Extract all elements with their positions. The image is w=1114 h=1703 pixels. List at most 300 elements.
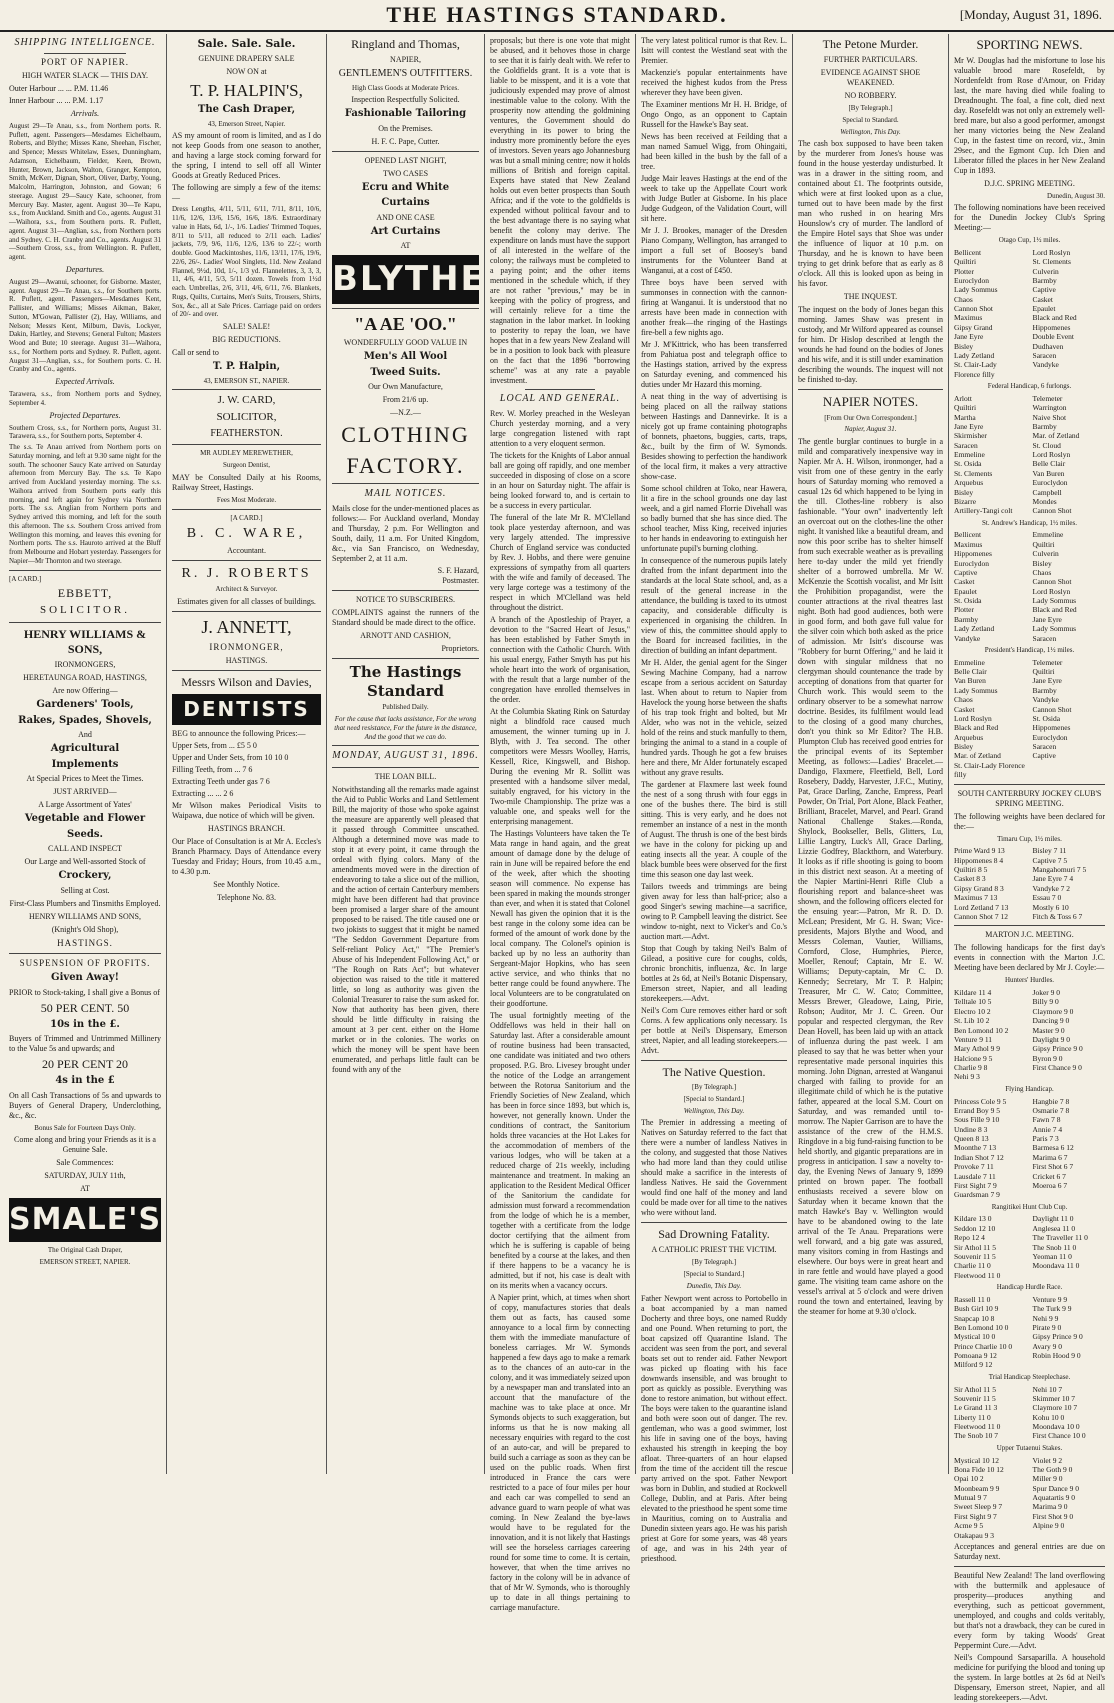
- list-item: [954, 695, 1105, 704]
- divider: [172, 670, 321, 671]
- list-entry: Black and Red: [1032, 605, 1077, 615]
- list-entry: Le Grand 11 3: [954, 1403, 998, 1413]
- local-item: The funeral of the late Mr R. M'Clelland took place yesterday afternoon, and was very largely attended. The impressive Church of England service was conducted by Rev. J. Hobbs, and there were genuine expressions of sympathy from all quarters with the wife and family of deceased. The very large cortege was a testimony of the respect in which M'Clelland was held throughout the district.: [490, 512, 630, 612]
- list-entry: Provoke 7 11: [954, 1162, 994, 1172]
- ebbett-title: SOLICITOR.: [40, 604, 130, 617]
- list-item: [954, 530, 1105, 539]
- list-entry: Van Buren: [954, 676, 986, 686]
- list-entry: Lady Sommus: [954, 685, 998, 695]
- list-entry: Vandyke: [1032, 695, 1059, 705]
- list-item: [954, 360, 1105, 369]
- rt-outfitters: GENTLEMEN'S OUTFITTERS.: [338, 68, 473, 79]
- list-entry: Lausdale 7 11: [954, 1171, 996, 1181]
- fifty-percent: 50 PER CENT. 50: [40, 1000, 130, 1015]
- prior-text: PRIOR to Stock-taking, I shall give a Bonus of: [9, 987, 160, 997]
- news-item: Mr H. Alder, the genial agent for the Singer Sewing Machine Company, had a narrow escape from a serious accident on Saturday last. When about to return to Napier from Havelock the young horse between the shafts of his trap took fright and bolted, but Mr Alder, who was not in the vehicle, seized hold of the reins and stuck manfully to them, bringing the animal to a stand in a couple of hundred yards. Though he got a few bruises here and there, Mr Alder fortunately escaped without any grave results.: [641, 658, 787, 777]
- list-entry: Kildare 13 0: [954, 1214, 992, 1224]
- list-entry: Milford 9 12: [954, 1360, 993, 1370]
- otago-cup-list: [954, 248, 1105, 379]
- list-entry: Nehi 9 9: [1032, 1313, 1059, 1323]
- tide-outer: Outer Harbour ... ... P.M. 11.46: [9, 83, 109, 93]
- list-item: [954, 856, 1105, 865]
- list-item: [954, 723, 1105, 732]
- list-item: [954, 323, 1105, 332]
- halpin-following: The following are simply a few of the items:—: [172, 183, 321, 203]
- arnott: ARNOTT AND CASHION,: [360, 630, 451, 640]
- list-item: [954, 1493, 1105, 1502]
- halpin-name: T. P. Halpin,: [212, 361, 281, 372]
- fees: Fees Most Moderate.: [216, 495, 277, 504]
- list-entry: Vandyke: [954, 633, 981, 643]
- list-entry: Paris 7 3: [1032, 1134, 1059, 1143]
- wilson-visits: Mr Wilson makes Periodical Visits to Waipawa, due notice of which will be given.: [172, 800, 321, 820]
- drowning-heading: Sad Drowning Fatality.: [658, 1227, 770, 1242]
- local-item: Rev. W. Morley preached in the Wesleyan Church yesterday morning, and a very large congregation listened with rapt attention to a very eloquent sermon.: [490, 408, 630, 448]
- ebbett-name: EBBETT,: [57, 586, 113, 601]
- notice-text: COMPLAINTS against the runners of the Standard should be made direct to the office.: [332, 607, 479, 627]
- list-entry: Euroclydon: [1032, 732, 1068, 742]
- list-item: [954, 1413, 1105, 1422]
- djc-heading: D.J.C. SPRING MEETING.: [984, 179, 1075, 189]
- list-entry: Lord Zetland 7 13: [954, 902, 1009, 912]
- list-entry: Guardsman 7 9: [954, 1190, 1000, 1200]
- list-entry: Yeoman 11 0: [1032, 1251, 1072, 1261]
- inquest-text: The inquest on the body of Jones began this morning. James Shaw was present in custody, and Mr Wilford appeared as counsel for him. Dr Hislop described at length the wounds he had found on the bodies of Jones and his wife, and it is still under examination describing the wounds. The inquest will not be finished to-day.: [798, 305, 943, 385]
- tide-inner: Inner Harbour ... ... P.M. 1.17: [9, 95, 104, 105]
- rt-inspection: Inspection Respectfully Solicited.: [351, 95, 460, 105]
- list-entry: St. Osida: [1032, 713, 1061, 723]
- divider: [954, 784, 1105, 785]
- list-entry: Barmby: [1032, 421, 1057, 431]
- upper-heading: Upper Tutaenui Stakes.: [996, 1443, 1063, 1452]
- otago-cup-heading: Otago Cup, 1½ miles.: [998, 236, 1061, 244]
- hw-implements: Implements: [51, 758, 119, 770]
- list-item: [954, 332, 1105, 341]
- list-entry: Mondes: [1032, 496, 1057, 506]
- list-entry: Pomoana 9 12: [954, 1351, 997, 1360]
- divider: [332, 151, 479, 152]
- rangitikei-heading: Rangitikei Hunt Club Cup.: [991, 1202, 1068, 1211]
- list-entry: Rassell 11 0: [954, 1294, 991, 1304]
- list-item: [954, 1474, 1105, 1483]
- list-entry: Belle Clair: [954, 667, 987, 676]
- call-send: Call or send to: [172, 348, 219, 357]
- list-item: [954, 596, 1105, 605]
- inquest-heading: THE INQUEST.: [843, 292, 898, 302]
- divider: [954, 1566, 1105, 1567]
- list-entry: Avary 9 0: [1032, 1341, 1062, 1351]
- list-item: [954, 997, 1105, 1006]
- list-entry: Telemeter: [1032, 393, 1063, 403]
- list-entry: Violet 9 2: [1032, 1455, 1063, 1465]
- list-item: [954, 267, 1105, 276]
- list-entry: First Sight 9 7: [954, 1511, 997, 1521]
- hw-road: HERETAUNGA ROAD, HASTINGS,: [23, 673, 147, 682]
- card-solicitor: SOLICITOR,: [216, 411, 277, 423]
- mail-heading: MAIL NOTICES.: [364, 488, 447, 500]
- column-2: [167, 34, 327, 1474]
- list-item: [954, 988, 1105, 997]
- ware-name: B. C. WARE,: [186, 526, 307, 542]
- list-entry: Quiltiri 8 5: [954, 865, 988, 874]
- sc-heading: SOUTH CANTERBURY JOCKEY CLUB'S SPRING MEETING.: [957, 788, 1102, 808]
- hw2-knights: (Knight's Old Shop),: [51, 924, 119, 934]
- list-entry: Quiltiri: [1032, 667, 1055, 676]
- list-item: [954, 1261, 1105, 1270]
- list-entry: Mary Athol 9 9: [954, 1044, 1001, 1054]
- tide-heading: HIGH WATER SLACK — THIS DAY.: [22, 70, 148, 80]
- list-entry: Jane Eyre 7 4: [1032, 874, 1074, 884]
- list-entry: Artillery-Tangi colt: [954, 506, 1013, 516]
- list-item: [954, 285, 1105, 294]
- list-item: [954, 658, 1105, 667]
- divider: [332, 658, 479, 659]
- list-entry: Dancing 9 0: [1032, 1016, 1070, 1026]
- motto: For the cause that lacks assistance, For the wrong that need resistance, For the future in the distance, And the good that we can do.: [334, 715, 477, 741]
- factory: FACTORY.: [346, 452, 465, 478]
- published-daily: Published Daily.: [382, 703, 429, 712]
- steeple-list: [954, 1385, 1105, 1441]
- timaru-heading: Timaru Cup, 1½ miles.: [997, 834, 1062, 843]
- divider: [332, 308, 479, 309]
- list-entry: Electro 10 2: [954, 1006, 991, 1016]
- list-entry: Seddon 12 10: [954, 1223, 996, 1233]
- list-entry: Ben Lomond 10 0: [954, 1322, 1009, 1332]
- list-entry: Robin Hood 9 0: [1032, 1351, 1081, 1360]
- local-item: The Hastings Volunteers have taken the Te Mata range in hand again, and the great amount of damage done by the deluge of rain in June will be repaired before the end of the week, after which the shooting season will commence. No expense has been spared in making the mounds stronger than ever, and when it is stated that Colonel Newall has given the opinion that it is the best range in the colony some idea can be formed of the amount of work done by the local company. The Colonel's opinion is backed up by no less an authority than Sergeant-Major Hopkins, who has seen active service, and who thinks that no better range could be found anywhere. The local Volunteers are to be congratulated on their goodfortune.: [490, 828, 630, 1008]
- list-entry: Lady Sommus: [1032, 596, 1077, 605]
- list-item: [954, 1521, 1105, 1530]
- local-item: The usual fortnightly meeting of the Oddfellows was held in their hall on Saturday last. After a considerable amount of routine business had been transacted, one candidate was initiated and two others proposed. P.G. Bro. Livesey brought under the notice of the Lodge an arrangement between the Rotorua Sanitorium and the Friendly Societies of New Zealand, which has been in force since 1893, but which is, however, not generally known. Under the conditions of contract, the Sanitorium holds three vacancies at the Hot Lakes for the accommodation of members of the various lodges, who will be taken at a reduced charge of 21s weekly, including maintenance and treatment. In making an application to the Resident Medical Officer of the Sanitorium the candidate for admission must forward a recommendation from the lodge of which he is a member, together with a certificate from the lodge doctor certifying that the ailment from which he is suffering is capable of being benefited by a course at the lakes, and then if there happens to be a vacancy he is admitted, but if not, his case is dealt with on its merits when a vacancy occurs.: [490, 1010, 630, 1290]
- wool: Men's All Wool: [363, 351, 448, 363]
- list-entry: Nehi 10 7: [1032, 1384, 1063, 1394]
- hw-plumbers: First-Class Plumbers and Tinsmiths Employed.: [9, 898, 161, 908]
- list-entry: Prime Ward 9 13: [954, 846, 1005, 856]
- list-entry: Double Event: [1032, 332, 1074, 342]
- list-entry: Miller 9 0: [1032, 1474, 1063, 1484]
- rt-cutter: H. F. C. Pape, Cutter.: [371, 136, 440, 146]
- paper-name: The Hastings Standard: [349, 662, 462, 700]
- list-entry: Culverin: [1032, 266, 1059, 276]
- list-entry: Arlott: [954, 393, 972, 403]
- port-heading: PORT OF NAPIER.: [40, 56, 130, 67]
- rt-premises: On the Premises.: [378, 123, 433, 133]
- list-entry: Liberty 11 0: [954, 1412, 991, 1422]
- flying-list: [954, 1097, 1105, 1200]
- divider: [641, 1222, 787, 1223]
- list-item: [954, 884, 1105, 893]
- list-entry: Moondava 10 0: [1032, 1422, 1080, 1431]
- list-entry: First Shot 9 0: [1032, 1511, 1074, 1521]
- list-entry: The Turk 9 9: [1032, 1304, 1072, 1314]
- divider: [798, 389, 943, 390]
- list-item: [954, 568, 1105, 577]
- list-entry: Marima 6 7: [1032, 1152, 1068, 1162]
- merewether-name: MR AUDLEY MEREWETHER,: [200, 449, 293, 458]
- list-item: [954, 615, 1105, 624]
- list-item: [954, 1153, 1105, 1162]
- list-entry: Lady Zetland: [954, 624, 995, 634]
- list-entry: Vandyke: [1032, 360, 1059, 370]
- list-entry: Barmby: [954, 614, 979, 624]
- list-item: [954, 1125, 1105, 1134]
- list-item: [954, 342, 1105, 351]
- list-entry: Plotter: [954, 605, 974, 615]
- merewether-body: MAY be Consulted Daily at his Rooms, Railway Street, Hastings.: [172, 472, 321, 492]
- news-item: Some school children at Toko, near Hawera, lit a fire in the school grounds one day last week, and a girl named Florrie Divehall was so badly burned that she has since died. The school teacher, Miss King, received injuries to her hands in endeavoring to extinguish her unfortunate pupil's burning clothing.: [641, 484, 787, 553]
- list-entry: Sir Athol 11 5: [954, 1384, 997, 1394]
- hw2-title: HENRY WILLIAMS AND SONS,: [28, 911, 141, 921]
- list-item: [954, 686, 1105, 695]
- list-entry: Jane Eyre: [1032, 614, 1062, 624]
- list-entry: Dudhaven: [1032, 341, 1064, 351]
- list-item: [954, 634, 1105, 643]
- list-entry: Venture 9 11: [954, 1034, 993, 1044]
- list-entry: Mostly 6 10: [1032, 902, 1069, 912]
- list-entry: Gipsy Grand 8 3: [954, 883, 1004, 893]
- divider: [332, 745, 479, 746]
- special-standard: [Special to Standard.]: [683, 1270, 745, 1278]
- loan-continued: proposals; but there is one vote that might be abused, and it behoves those in charge to see that it is fairly dealt with. We refer to the Goldfields grant. It is a vote that is liable to be misspent, and it is a vote that judiciously expended may prove of almost inestimable value to the colony. With the prosperity now attending the goldmining ventures, the Government should do everything in its power to bring the industry more prominently before the eyes of investors. Seven years ago Johannesburg was but a small mining centre; now it holds millions of British and foreign capital. Experts have stated that New Zealand holds out even better prospects than South Africa; and if the vote to the goldfields is expended without political favour and to the best advantage there is no saying what benefit the colony may derive. The expenditure on lands must have the support of all interested in the welfare of the colony; the railways must be completed to a paying point; and the other items mentioned in the schedule which, if they are not rather "previous," may be in keeping with the policy of progress, and will certainly relieve for a time the stagnation in the labor market. In looking to posterity to repay the loan, we have hopes that in a few years New Zealand will be in a position to look back with pleasure on the fact that the 1896 "borrowing scheme" was at any rate a payable investment.: [490, 36, 630, 385]
- by-telegraph: [By Telegraph.]: [691, 1258, 737, 1267]
- curtains: Curtains: [381, 197, 430, 209]
- list-entry: Maximus: [954, 539, 983, 549]
- smales-tagline: The Original Cash Draper,: [47, 1245, 123, 1254]
- list-entry: Joker 9 0: [1032, 988, 1061, 997]
- list-entry: Daylight 11 0: [1032, 1214, 1074, 1224]
- list-entry: [1033, 1072, 1105, 1081]
- list-entry: Chaos: [954, 695, 973, 705]
- list-item: [954, 761, 1105, 780]
- list-entry: Moonthe 7 13: [954, 1143, 997, 1153]
- arrivals-text: August 29—Te Anau, s.s., from Northern ports. R. Puflett, agent. Passengers—Mesdames Eichelbaum, Roberts, and Blythe; Misses Kane, Sheehan, Fischer, and Spence; Messrs Whitelaw, Essex, Dunningham, Adamson, Eichelbaum, Fielder, Keen, Brown, Hunter, Brown, Jackson, Walton, Granger, Kempton, Smith, McKerr, Dignan, Short, Oliver, Darby, Young, Malcolm, Harrington, Johnston, and Gowan; 6 steerage. August 29—Saucy Kate, schooner, from Mercury Bay. Master, agent. August 30—Te Kapu, s.s., from Auckland. Smith and Co., agents. August 31—Waihora, s.s., from Southern ports. R. Puflett, agent. August 31—Anglian, s.s., from Northern ports and Sydney. C. H. Cranby and Co., agents. August 31—Southern Cross, s.s., from Wellington. R. Puflett, agent.: [9, 121, 161, 261]
- departures-text: August 29—Awanui, schooner, for Gisborne. Master, agent. August 29—Te Anau, s.s., for Southern ports. R. Puflett, agent. Passengers—Mesdames Kent, Pallister, and Williams; Misses Aikman, Baker, Sutton, M'Gowan, Pallister (2), Hay, Williams, and Nelson; Messrs Kent, Milburn, Davis, Lockyer, Dakin, Hartley, and Stevens; General Fulton; Masters Wood and Bute; 10 steerage. August 31—Waihora, s.s., for Northern ports and Sydney. R. Puflett, agent. August 31—Anglian, s.s., for Southern ports. C. H. Cranby and Co., agents.: [9, 277, 161, 374]
- list-entry: Jane Eyre: [1032, 676, 1062, 686]
- st-andrew-list: [954, 530, 1105, 643]
- hw-agricultural: Agricultural: [50, 743, 120, 754]
- list-entry: Cannon Shot: [1032, 506, 1072, 516]
- on-all-text: On all Cash Transactions of 5s and upwards to Buyers of General Drapery, Underclothing, &c., &c.: [9, 1090, 161, 1120]
- list-entry: The Snob 10 7: [954, 1431, 998, 1441]
- hunters-list: [954, 988, 1105, 1082]
- list-entry: Hippomenes: [1032, 322, 1071, 332]
- monthly-notice: See Monthly Notice.: [213, 879, 280, 889]
- divider: [172, 444, 321, 445]
- list-entry: [1033, 1531, 1105, 1540]
- wonderfully: WONDERFULLY GOOD VALUE IN: [343, 338, 468, 348]
- list-entry: Barmesa 6 12: [1032, 1143, 1074, 1153]
- list-item: [954, 1431, 1105, 1440]
- hw-special: At Special Prices to Meet the Times.: [26, 774, 144, 783]
- list-item: [954, 733, 1105, 742]
- column-4: [485, 34, 636, 1612]
- list-entry: Gipsy Grand: [954, 322, 993, 332]
- columns: [4, 34, 1110, 1702]
- napier-text: The gentle burglar continues to burgle in a mild and comparatively inexpensive way in Napier. Mr A. H. Wilson, ironmonger, had a visit from one of these gentry in the early hours of Saturday morning who removed a casual 12s 6d which happened to be lying in the till. Clothes-line robbery is also fashionable. "Your own" inadvertently left an overcoat out on the clothes-line the other night. It vanished like a beautiful dream, and now this poor scribe has to shelter himself from such execrable weather as is prevailing here to-day under the mild yet friendly shelter of a borrowed umbrella. Mr W. McKenzie the Scottish vocalist, and Mr Isitt the Prohibition propagandist, were the counter attractions at the rival theatres last night. Both had good audiences, both were in good form, and both gave full value for the silver coin which both asked as the price of admission. Mr Isitt's discourse was "Robbery for burnt Offering," and he laid it down with singular mildness that no clergyman should countenance the trade by accepting of donations from that quarter for Church work. This would seem to the ordinary observer to be a somewhat narrow doctrine. Besides, its fulfilment would lead to the closing of a good many churches, don't you think so Mr Editor? The H.B. Plumpton Club has received good entries for the principal events of its September Meeting, as follows:—Ladies' Bracelet.—Dandigo, Flaxmere, Fleetfield, Bell, Lord Rosebery, Daddy, Harvester, J.F.C., Mutiny, Pat, Grace Darling, Zanche, Empress, Pearl Powder, On Trial, Port Alone, Black Feather, Brilliant, Bracelet, Marvel, and Pearl. Grand National Challenge Stakes.—Ronda, Shylock, Bookseller, Bells, Glitters, Lu, Lillie Langtry, Luck's All, Grace Darling, Lizzie Godfrey, Blackthorn, and Waterbury. It looks as if rifle shooting is going to boom in this district next season. At a meeting of the Napier Martini-Henri Rifle Club a flourishing report and balance-sheet was shown, and the following officers elected for the ensuing year:—Patron, Mr R. D. D. McLean; President, Mr G. H. Swan; Vice-presidents, Majors Blythe and Wood, and Messrs Coleman, Vautier, Williams, Cornford, Close, Humphries, Pierce, Moeller, Renouf; Captain, Mr E. W. Williams; Deputy-captain, Mr C. D. Kennedy; Secretary, Mr T. P. Halpin; Treasurer, Mr C. W. Cato; Committee, Messrs Brewer, Gleadowe, Laing, Pirie, Robson; Auditor, Mr J. C. Green. Our popular and respected clergyman, the Rev Dean Hovell, has been laid up with an attack of influenza during the past week. I am pleased to say that he was better when your representative made personal inquiries this morning. John Dignan, arrested at Wanganui charged with failing to provide for an illegitimate child of which he is the putative father, appeared at the local S.M. Court on Saturday, and was remanded until to-morrow. The Napier Garrison are to have the assistance of the crew of the H.M.S. Ringdove in a big fund-raising function to be held shortly, and gigantic preparations are in progress in anticipation. I saw a novelty to-day, the Evening News of January 9, 1899 printed on brown paper. The football enthusiasts received a severe blow on Saturday when it became known that the match Hawke's Bay v. Wellington would have to be abandoned owing to the late arrival of the Te Anau. Preparations were well forward, and a big gate was assured, many visitors coming in from Hastings and elsewhere. Our boys were in great heart and in rare fettle and would have played a good game. The visiting team came ashore on the vessel's arrival at 5 o'clock and were driven round the town and entertained, leaving by the steamer for home at 9.30 o'clock.: [798, 437, 943, 1316]
- rt-tailoring: Fashionable Tailoring: [344, 108, 467, 120]
- list-entry: Black and Red: [1032, 313, 1077, 323]
- hw-offering: Are now Offering—: [52, 686, 118, 695]
- list-entry: First Chance 10 0: [1032, 1431, 1086, 1441]
- news-item: A neat thing in the way of advertising is being placed on all the railway stations between Hastings and Dannevirke. It is a nicely got up frame containing photographs of bonnets, phaetons, buggies, carts, traps, &c., built by the firm of W. Symonds. Besides showing to perfection the handiwork of the local firm, it makes a very attractive show-case.: [641, 392, 787, 481]
- proprietors: Proprietors.: [441, 643, 479, 653]
- list-entry: Cannon Shot 7 12: [954, 911, 1008, 921]
- list-item: [954, 1332, 1105, 1341]
- list-entry: Captive: [1032, 751, 1056, 761]
- at-label: AT: [80, 1184, 90, 1194]
- list-item: [954, 865, 1105, 874]
- president-list: [954, 658, 1105, 780]
- dentists-banner: DENTISTS: [172, 694, 321, 725]
- divider: [172, 560, 321, 561]
- list-entry: Emmeline: [954, 450, 985, 459]
- list-item: [954, 431, 1105, 440]
- dentist-beg: BEG to announce the following Prices:—: [172, 728, 306, 738]
- annett-iron: IRONMONGER,: [209, 641, 284, 652]
- list-item: [954, 1143, 1105, 1152]
- halpin-address: 43, Emerson Street, Napier.: [207, 119, 286, 128]
- further-particulars: FURTHER PARTICULARS.: [823, 55, 918, 64]
- list-entry: Osmarie 7 8: [1032, 1105, 1070, 1115]
- list-item: [954, 742, 1105, 751]
- buyers-text: Buyers of Trimmed and Untrimmed Millinery to the Value 5s and upwards; and: [9, 1034, 161, 1053]
- list-entry: Cricket 6 7: [1032, 1171, 1066, 1181]
- list-item: [954, 540, 1105, 549]
- list-entry: Euroclydon: [954, 558, 989, 568]
- divider: [172, 509, 321, 510]
- list-entry: St. Lib 10 2: [954, 1016, 990, 1026]
- list-item: [954, 1214, 1105, 1223]
- price-4: Extracting Teeth under gas 7 6: [172, 776, 270, 786]
- cash-draper: The Cash Draper,: [197, 104, 296, 115]
- list-entry: Daylight 9 0: [1032, 1034, 1071, 1044]
- news-item: Mr J. J. Brookes, manager of the Dresden Piano Company, Wellington, has arranged to import a full set of Boosey's band instruments for the Volunteer Band at Wanganui, at a cost of £450.: [641, 226, 787, 275]
- list-item: [954, 1026, 1105, 1035]
- list-entry: Undine 8 3: [954, 1124, 988, 1134]
- list-entry: First Sight 7 9: [954, 1180, 997, 1190]
- hw-title: HENRY WILLIAMS & SONS,: [23, 627, 147, 656]
- hunters-heading: Hunters' Hurdles.: [1004, 976, 1055, 985]
- one-case: AND ONE CASE: [376, 212, 435, 222]
- news-item: Three boys have been served with summonses in connection with the cannon-firing at Wanganui. It is understood that no arrests have been made in connection with another freak—the ringing of the Hastings fire-bell a few nights ago.: [641, 278, 787, 337]
- halpin-items: Dress Lengths, 4/11, 5/11, 6/11, 7/11, 8/11, 10/6, 11/6, 12/6, 13/6, 15/6, 16/6, 18/6. Extraordinary value in Hats, 6d, 1/-, 1/6. Ladies' Trimmed Toques, 8/11 to 5/11, all reduced to 2/11 each. Ladies' jackets, 7/9, 9/6, 11/6, 12/6, 13/6 to 22/-; worth double. Good Mackintoshes, 11/6, 13/11, 17/6, 19/6, 22/6, 26/-. Ladies' Wool Singlets, 11d. New Zealand Flannel, 9½d, 10d, 1/-, 1/3 yd. Flannelettes, 3, 3, 3, 11, 4/6, 4/11, 5/3, 5/11 dozen. Towels from 1½d each. Umbrellas, 2/6, 3/11, 4/6, 6/11, 7/6. Blankets, Rugs, Quilts, Curtains, Men's Suits, Trousers, Shirts, Sox, &c., all at Sale Prices. Carriage paid on orders of 20/- and over.: [172, 205, 321, 319]
- special-standard: [Special to Standard.]: [683, 1094, 745, 1103]
- list-item: [954, 248, 1105, 257]
- list-entry: Gipsy Prince 9 0: [1032, 1044, 1083, 1054]
- list-item: [954, 1243, 1105, 1252]
- hw-rakes: Rakes, Spades, Shovels,: [18, 714, 152, 726]
- news-item: News has been received at Feilding that a man named Samuel Wigg, from Ohingaiti, had been killed in the bush by the fall of a tree.: [641, 132, 787, 171]
- list-entry: [1033, 1360, 1105, 1369]
- list-entry: Moonbeam 9 9: [954, 1483, 1000, 1493]
- list-entry: Master 9 0: [1032, 1025, 1065, 1035]
- list-item: [954, 1512, 1105, 1521]
- list-entry: Chaos: [954, 294, 973, 304]
- list-item: [954, 1456, 1105, 1465]
- price-3: Filling Teeth, from ... 7 6: [172, 764, 253, 774]
- roberts-name: R. J. ROBERTS: [181, 565, 312, 581]
- rt-napier: NAPIER,: [390, 55, 421, 64]
- hw-crockery-pre: Our Large and Well-assorted Stock of: [24, 857, 146, 866]
- advt-item: Beautiful New Zealand! The land overflowing with the buttermilk and applesauce of prosperity—produces anything and everything, such as petticoat government, unemployed, and coughs and colds veritably, but that's not a drawback, they can be cured in every form by taking Woods' Great Peppermint Cure.—Advt.: [954, 1570, 1105, 1650]
- divider: [9, 570, 161, 571]
- list-entry: Ben Lomond 10 2: [954, 1025, 1009, 1035]
- list-entry: Alpine 9 0: [1032, 1521, 1065, 1531]
- list-entry: Bisley: [954, 487, 974, 497]
- list-entry: Mar. of Zetland: [1032, 431, 1080, 441]
- price-5: Extracting ... ... 2 6: [172, 788, 234, 798]
- napier-dateline: Napier, August 31.: [844, 425, 897, 434]
- card-tag: [A CARD.]: [9, 574, 42, 583]
- list-item: [954, 413, 1105, 422]
- wellington-dateline: Wellington, This Day.: [840, 127, 901, 136]
- list-entry: Souvenir 11 5: [954, 1251, 996, 1261]
- list-entry: Sir Athol 11 5: [954, 1242, 997, 1252]
- list-item: [954, 1016, 1105, 1025]
- news-item: Judge Mair leaves Hastings at the end of the week to take up the Appellate Court work with Judge Butler at Gisborne. In his place Judge Gudgeon, of the Validation Court, will sit here.: [641, 174, 787, 223]
- list-item: [954, 450, 1105, 459]
- list-entry: Lady Zetland: [954, 350, 995, 360]
- list-item: [954, 751, 1105, 760]
- list-entry: Hippomenes: [1032, 723, 1071, 733]
- federal-heading: Federal Handicap, 6 furlongs.: [987, 382, 1072, 390]
- list-item: [954, 1097, 1105, 1106]
- list-entry: Emmeline: [954, 657, 985, 667]
- list-entry: Cannon Shot: [1032, 704, 1072, 714]
- divider: [641, 1060, 787, 1061]
- list-entry: Euroclydon: [1032, 478, 1068, 488]
- list-item: [954, 1422, 1105, 1431]
- list-entry: Bisley: [954, 742, 974, 751]
- advt-item: Stop that Cough by taking Neil's Balm of Gilead, a positive cure for coughs, colds, chronic bronchitis, influenza, &c. In large bottles at 2s 6d, at Neil's Botanic Dispensary, Emerson street, Napier, and all leading storekeepers.—Advt.: [641, 944, 787, 1003]
- list-entry: St. Clair-Lady Florence filly: [954, 760, 1025, 780]
- expected-heading: Expected Arrivals.: [55, 377, 115, 386]
- list-entry: Bisley: [954, 341, 974, 351]
- list-item: [954, 714, 1105, 723]
- notice-heading: NOTICE TO SUBSCRIBERS.: [355, 594, 456, 604]
- opened: OPENED LAST NIGHT,: [364, 155, 447, 165]
- djc-date: Dunedin, August 30.: [1047, 192, 1105, 201]
- list-entry: Skirmisher: [954, 431, 987, 441]
- list-entry: Casket 8 3: [954, 874, 986, 884]
- list-entry: Acme 9 5: [954, 1521, 984, 1531]
- dateline: MONDAY, AUGUST 31, 1896.: [332, 750, 479, 762]
- smales-address: EMERSON STREET, NAPIER.: [39, 1257, 131, 1266]
- genuine-sale: GENUINE DRAPERY SALE: [198, 53, 295, 63]
- halpin-intro: AS my amount of room is limited, and as I do not keep Goods from one season to another, and having a large stock coming forward for the spring, I intend to sell off all Winter Goods at Greatly Reduced Prices.: [172, 131, 321, 181]
- steeple-heading: Trial Handicap Steeplechase.: [988, 1372, 1071, 1381]
- list-entry: [1033, 1271, 1105, 1280]
- hw-crockery: Crockery,: [58, 870, 112, 881]
- list-entry: Indian Shot 7 12: [954, 1152, 1004, 1162]
- mail-text: Mails close for the under-mentioned places as follows:— For Auckland overland, Monday and Thursday, 2 p.m. For Wellington and South, daily, 11 a.m. For United Kingdom, &c., via San Francisco, on Wednesday, September 2, at 11 a.m.: [332, 503, 479, 563]
- list-entry: Maximus: [954, 313, 983, 323]
- list-entry: Casket: [954, 577, 975, 587]
- napier-notes-heading: NAPIER NOTES.: [822, 394, 919, 410]
- by-telegraph: [By Telegraph.]: [848, 104, 893, 112]
- list-entry: Quiltiri: [1032, 539, 1055, 549]
- marton-intro: The following handicaps for the first day's events in connection with the Marton J.C. Meeting have been declared by Mr J. Coyle:—: [954, 943, 1105, 973]
- branch-heading: HASTINGS BRANCH.: [208, 823, 285, 833]
- loan-heading: THE LOAN BILL.: [374, 771, 437, 781]
- list-entry: Lord Roslyn: [1032, 247, 1071, 257]
- list-entry: Bona Fide 10 12: [954, 1464, 1004, 1474]
- list-item: [954, 1054, 1105, 1063]
- list-entry: Kildare 11 4: [954, 988, 992, 997]
- departures-heading: Departures.: [65, 264, 105, 274]
- list-item: [954, 705, 1105, 714]
- list-entry: St. Clements: [954, 468, 993, 478]
